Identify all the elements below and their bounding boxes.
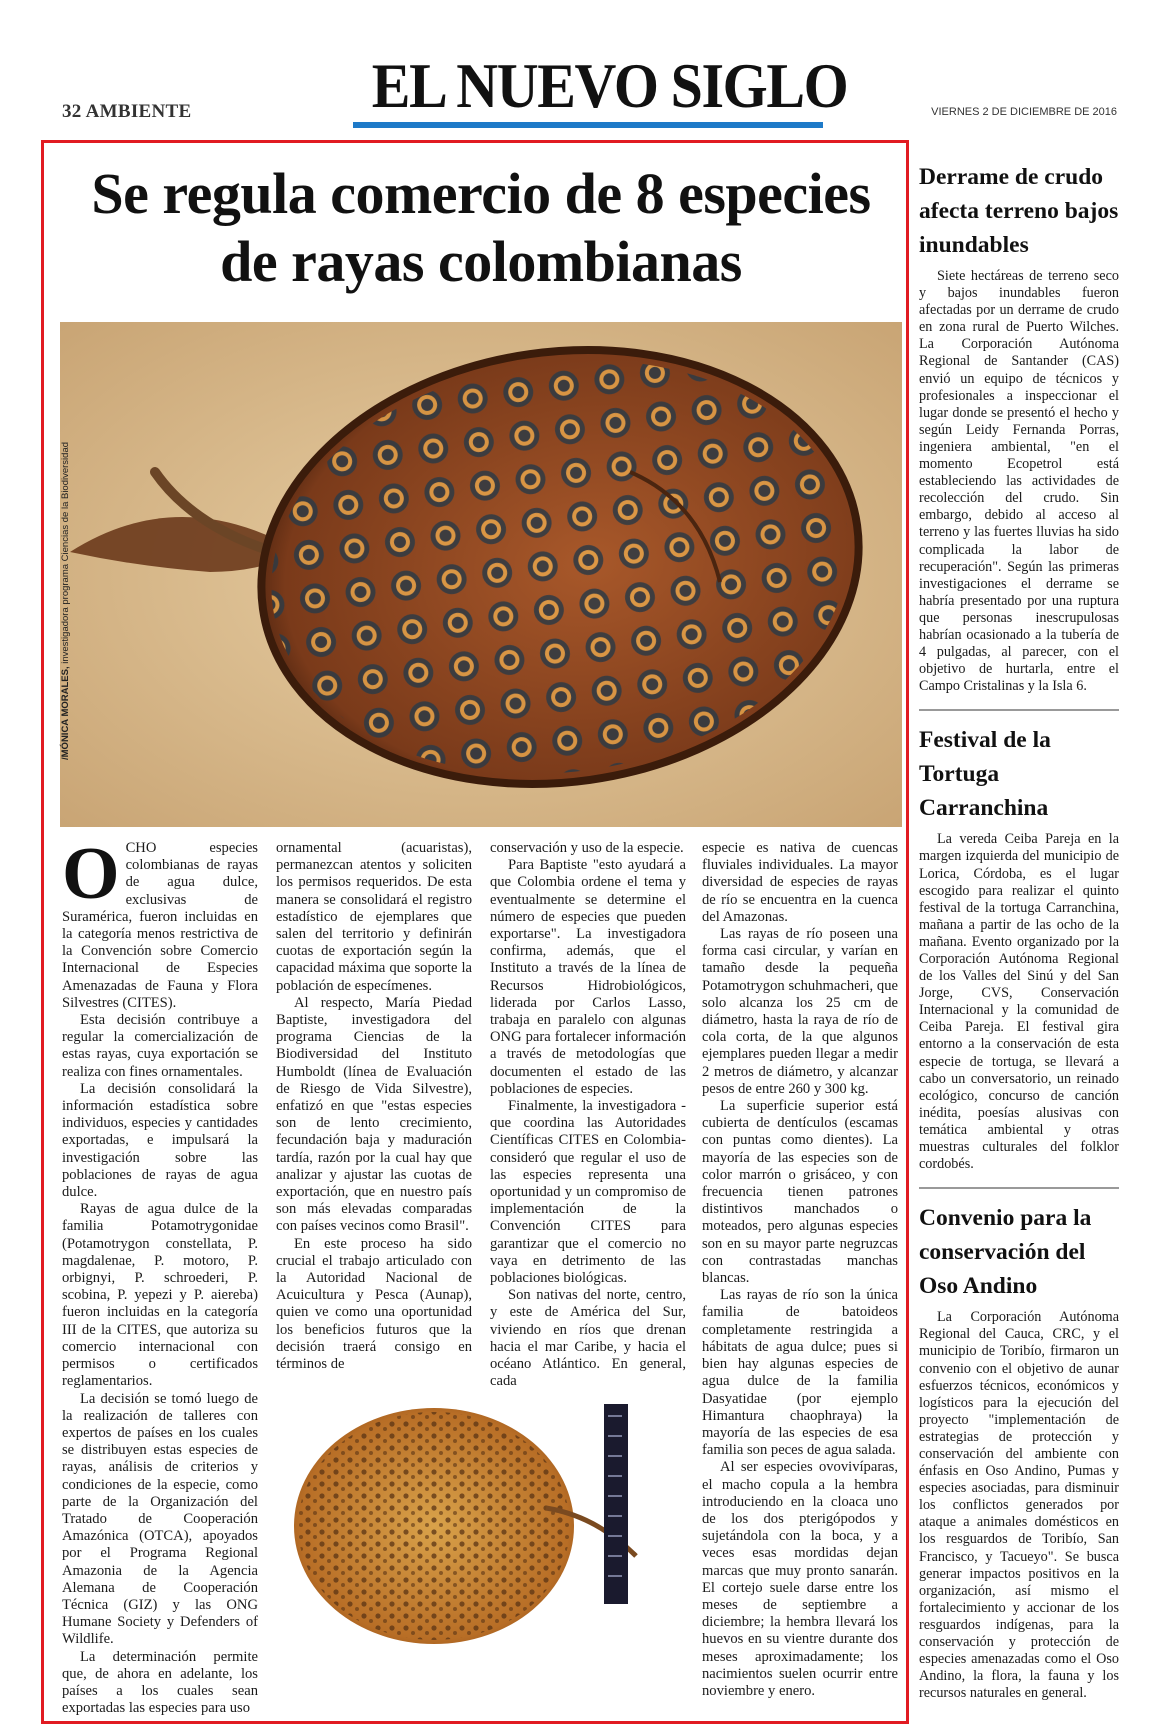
brief-title: Derrame de crudo afecta terreno bajos inundables: [919, 164, 1119, 258]
news-briefs-sidebar: [919, 160, 1119, 1712]
brief-title: Convenio para la conservación del Oso Andino: [919, 1205, 1092, 1300]
lead-paragraph: OCHO especies colombianas de rayas de agua dulce, exclusivas de Suramérica, fueron incluidas en la categoría menos restrictiva de la Convención sobre Comercio Internacional de Especies Amenazadas de Fauna y Flora Silvestres (CITES).: [62, 833, 258, 1011]
paragraph: Las rayas de río son la única familia de batoideos completamente restringida a hábitats de agua dulce; pues si bien hay algunas especies de agua dulce de la familia Dasyatidae (por ejemplo Himantura chaophraya) la mayoría de las especies de esa familia son peces de agua salada.: [702, 1287, 898, 1459]
paragraph: En este proceso ha sido crucial el trabajo articulado con la Autoridad Nacional de Acuicultura y Pesca (Aunap), quien ve como una oportunidad los beneficios futuros que la decisión traerá consigo en términos de: [276, 1235, 472, 1373]
brief-body: Siete hectáreas de terreno seco y bajos inundables fueron afectadas por un derrame de crudo en zona rural de Puerto Wilches. La Corporación Autónoma Regional de Santander (CAS) envió un equipo de técnicos y profesionales a inspeccionar el lugar donde se presentó el hecho y según Leidy Fernanda Porras, ingeniera ambiental, "en el momento Ecopetrol está estableciendo las actividades de recolección del crudo. Sin embargo, debido al acceso al terreno y las fuertes lluvias ha sido complicada la labor de recuperación". Según las primeras investigaciones el derrame se habría presentado por una ruptura que personas inescrupulosas habrían ocasionado a la tubería de 4 pulgadas, al parecer, con el objetivo de hurtarla, entre el Campo Cristalinas y la Isla 6.: [919, 268, 1119, 695]
newspaper-name: EL NUEVO SIGLO: [371, 51, 848, 121]
brief-body: La vereda Ceiba Pareja en la margen izquierda del municipio de Lorica, Córdoba, es el lugar escogido para realizar el quinto festival de la tortuga Carranchina, mañana a partir de las ocho de la mañana. Evento organizado por la Corporación Autónoma Regional de los Valles del Sinú y del San Jorge, CVS, Conservación Internacional y la comunidad de Ceiba Pareja. El festival gira entorno a la conservación de esta especie de tortuga, se llevará a cabo un conversatorio, un reinado ecológico, concurso de canción inédita, poesías alusivas con temática ambiental y otras muestras culturales del folklor cordobés.: [919, 831, 1119, 1173]
article-column-1: [62, 833, 258, 1717]
stingray-specimen-photo: [276, 1396, 690, 1656]
brief-title: Festival de la Tortuga Carranchina: [919, 727, 1051, 822]
stingray-photo: [60, 322, 902, 827]
article-column-4: [702, 840, 898, 1700]
paragraph: Para Baptiste "esto ayudará a que Colombia ordene el tema y eventualmente se determine el número de especies que pueden exportarse". La investigadora confirma, además, que el Instituto a través de la línea de Recursos Hidrobiológicos, liderada por Carlos Lasso, trabaja en paralelo con algunas ONG para fortalecer información a través de metodologías que documenten el estado de las poblaciones de especies.: [490, 857, 686, 1097]
divider: [919, 1187, 1119, 1189]
brief-body: La Corporación Autónoma Regional del Cauca, CRC, y el municipio de Toribío, firmaron un convenio con el objetivo de aunar esfuerzos técnicos, económicos y logísticos para la ejecución del proyecto "implementación de estrategias de protección y conservación del ambiente con énfasis en Oso Andino, Pumas y especies asociadas, para disminuir los conflictos generados por ataque a animales domésticos en los resguardos de Toribío, San Francisco, y Tacueyo". Se busca generar impactos positivos en la organización, así mismo el fortalecimiento y accionar de los resguardos indígenas, para la conservación y protección de especies amenazadas como el Oso Andino, la flora, la fauna y los recursos naturales en general.: [919, 1309, 1119, 1702]
paragraph: Esta decisión contribuye a regular la comercialización de estas rayas, cuya exportación se realiza con fines ornamentales.: [62, 1012, 258, 1080]
paragraph: Finalmente, la investigadora -que coordina las Autoridades Científicas CITES en Colombia- consideró que regular el uso de las especies representa una oportunidad y un compromiso de implementación de la Convención CITES para garantizar que el comercio no vaya en detrimento de las poblaciones biológicas.: [490, 1098, 686, 1287]
paragraph: especie es nativa de cuencas fluviales individuales. La mayor diversidad de especies de rayas de río se encuentra en la cuenca del Amazonas.: [702, 840, 898, 925]
article-column-3: [490, 840, 686, 1400]
paragraph: Al ser especies ovovivíparas, el macho copula a la hembra introduciendo en la cloaca uno de los dos pterigópodos y sujetándola con la boca, y a veces esas mordidas dejan marcas que muy pronto sanarán. El cortejo suele darse entre los meses de septiembre a diciembre; la hembra llevará los huevos en su vientre durante dos meses aproximadamente; los nacimientos suelen ocurrir entre noviembre y enero.: [702, 1459, 898, 1699]
drop-cap: O: [62, 833, 120, 915]
paragraph: La decisión se tomó luego de la realización de talleres con expertos de países en los cuales se distribuyen estas especies de rayas, análisis de criterios y condiciones de la especie, como parte de la Organización del Tratado de Cooperación Amazónica (OTCA), apoyados por el Programa Regional Amazonia de la Agencia Alemana de Cooperación Técnica (GIZ) y las ONG Humane Society y Defenders of Wildlife.: [62, 1390, 258, 1648]
photo-credit: /MÓNICA MORALES, investigadora programa Ciencias de la Biodiversidad: [60, 441, 71, 760]
paragraph: La determinación permite que, de ahora en adelante, los países a los cuales sean exportadas las especies para uso: [62, 1648, 258, 1717]
paragraph: La superficie superior está cubierta de dentículos (escamas con puntas como dientes). La mayoría de las especies son de color marrón o grisáceo, y con frecuencia tienen patrones distintivos manchados o moteados, pero algunas especies son en su mayor parte negruzcas con contrastadas manchas blancas.: [702, 1098, 898, 1287]
paragraph: ornamental (acuaristas), permanezcan atentos y soliciten los permisos requeridos. De esta manera se consolidará el registro estadístico de ejemplares que salen del territorio y definirán cuotas de exportación según la capacidad máxima que soporte la población de especímenes.: [276, 840, 472, 994]
masthead-rule: [353, 122, 823, 128]
paragraph: Son nativas del norte, centro, y este de América del Sur, viviendo en ríos que drenan hacia el mar Caribe, y hacia el océano Atlántico. En general, cada: [490, 1287, 686, 1390]
paragraph: Las rayas de río poseen una forma casi circular, y varían en tamaño desde la pequeña Potamotrygon schuhmacheri, que solo alcanza los 25 cm de diámetro, hasta la raya de río de cola corta, de la que algunos ejemplares pueden llegar a medir 2 metros de diámetro, y alcanzar pesos de entre 260 y 300 kg.: [702, 926, 898, 1097]
brief-story: [919, 723, 1119, 1173]
paragraph: La decisión consolidará la información estadística sobre individuos, especies y cantidades exportadas, e impulsará la investigación sobre las poblaciones de rayas de agua dulce.: [62, 1080, 258, 1201]
paragraph: conservación y uso de la especie.: [490, 840, 684, 856]
brief-story: [919, 160, 1119, 695]
masthead: [353, 51, 848, 128]
section-label: 32 AMBIENTE: [62, 101, 192, 122]
paragraph: Rayas de agua dulce de la familia Potamotrygonidae (Potamotrygon constellata, P. magdalenae, P. motoro, P. orbignyi, P. schroederi, P. scobina, P. yepezi y P. aiereba) fueron incluidas en la categoría III de la CITES, que autoriza su comercio internacional con permisos o certificados reglamentarios.: [62, 1201, 258, 1390]
issue-date: VIERNES 2 DE DICIEMBRE DE 2016: [931, 106, 1117, 118]
article-column-2: [276, 840, 472, 1373]
article-headline: Se regula comercio de 8 especies de rayas colombianas: [91, 161, 871, 294]
divider: [919, 709, 1119, 711]
paragraph: Al respecto, María Piedad Baptiste, investigadora del programa Ciencias de la Biodiversidad del Instituto Humboldt (línea de Evaluación de Riesgo de Vida Silvestre), enfatizó en que "estas especies son de lento crecimiento, fecundación baja y maduración tardía, razón por la cual hay que analizar y ajustar las cuotas de exportación, que en nuestro país son más elevadas comparadas con países vecinos como Brasil".: [276, 994, 472, 1235]
brief-story: [919, 1201, 1119, 1702]
